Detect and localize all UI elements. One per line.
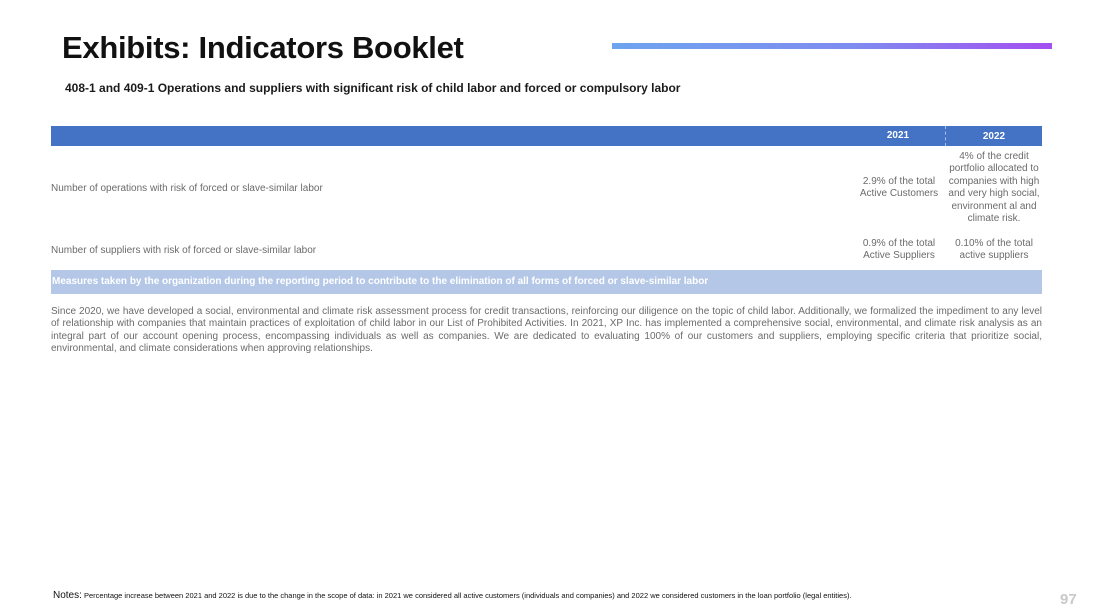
page-title: Exhibits: Indicators Booklet [62, 30, 464, 65]
table-header-row [51, 126, 1042, 146]
table-row [51, 230, 1042, 270]
notes-text: Percentage increase between 2021 and 2022 is due to the change in the scope of data: in 2021 we considered all active customers (individuals and companies) and 2022 we considered customers in the loan portfolio (legal entities). [81, 591, 852, 600]
section-subtitle: 408-1 and 409-1 Operations and suppliers with significant risk of child labor and forced or compulsory labor [65, 81, 681, 95]
suppliers-value-2021: 0.9% of the total Active Suppliers [862, 237, 936, 261]
column-header-2022: 2022 [982, 130, 1006, 142]
operations-value-2022: 4% of the credit portfolio allocated to companies with high and very high social, environment al and climate risk. [948, 150, 1040, 224]
footer-notes [53, 590, 852, 601]
table-row [51, 146, 1042, 230]
notes-label: Notes: [53, 590, 82, 601]
indicators-table [51, 126, 1042, 294]
row-label-operations: Number of operations with risk of forced or slave-similar labor [51, 182, 323, 194]
row-label-suppliers: Number of suppliers with risk of forced or slave-similar labor [51, 244, 317, 256]
suppliers-value-2022: 0.10% of the total active suppliers [955, 237, 1033, 261]
measures-paragraph: Since 2020, we have developed a social, environmental and climate risk assessment process for credit transactions, reinforcing our diligence on the topic of child labor. Additionally, we formalized the impediment to any level of relationship with companies that maintain practices of exploitation of child labor in our List of Prohibited Activities. In 2021, XP Inc. has implemented a comprehensive social, environmental, and climate risk analysis as an integral part of our account opening process, encompassing individuals as well as companies. We are dedicated to evaluating 100% of our customers and suppliers, employing specific criteria that prioritize social, environmental, and climate considerations when approving relationships. [51, 306, 1042, 354]
column-header-2021: 2021 [851, 126, 946, 146]
operations-value-2021: 2.9% of the total Active Customers [859, 175, 939, 199]
page-number: 97 [1060, 591, 1077, 608]
title-accent-bar [612, 43, 1052, 49]
measures-heading-row: Measures taken by the organization during the reporting period to contribute to the elimination of all forms of forced or slave-similar labor [51, 270, 1042, 294]
